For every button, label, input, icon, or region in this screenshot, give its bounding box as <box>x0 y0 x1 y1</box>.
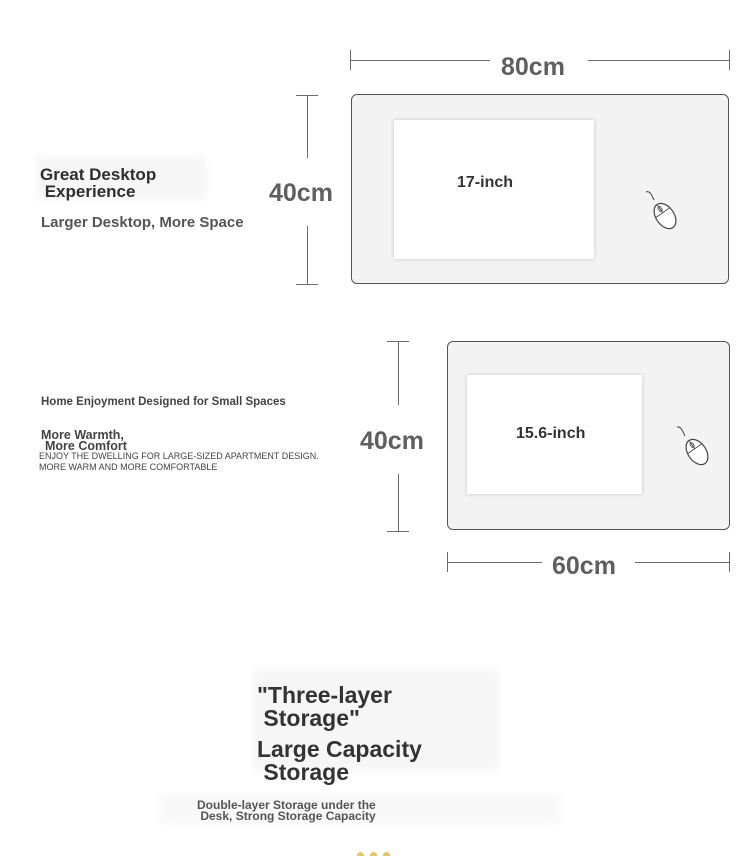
width-label: 60cm <box>552 552 616 580</box>
three-layer-storage-title: "Three-layer Storage" <box>257 682 392 731</box>
dot <box>357 852 364 856</box>
width-dimension-line-right <box>635 562 730 563</box>
comfort-title-line1: More Warmth, <box>41 428 124 442</box>
larger-desktop-subheading: Larger Desktop, More Space <box>41 214 244 231</box>
screen-size-label: 15.6-inch <box>516 425 586 442</box>
height-dimension-bottom-tick <box>387 531 409 532</box>
description-line2: MORE WARM AND MORE COMFORTABLE <box>39 462 218 472</box>
height-label: 40cm <box>360 427 424 455</box>
dot <box>370 852 377 856</box>
height-dimension-line-top <box>307 95 308 158</box>
storage-caption: Double-layer Storage under the Desk, Strong Storage Capacity <box>197 798 376 823</box>
mouse-icon <box>640 188 686 239</box>
description-line1: ENJOY THE DWELLING FOR LARGE-SIZED APARTMENT DESIGN. <box>39 451 319 461</box>
width-dimension-line-right <box>588 60 730 61</box>
height-dimension-line-bottom <box>307 226 308 284</box>
great-desktop-heading: Great Desktop Experience <box>40 165 157 201</box>
large-capacity-storage-title: Large Capacity Storage <box>257 736 422 785</box>
height-label: 40cm <box>269 179 333 207</box>
width-dimension-line-left <box>350 60 490 61</box>
height-dimension-line-top <box>398 341 399 405</box>
width-dimension-right-tick <box>729 552 730 572</box>
small-spaces-heading: Home Enjoyment Designed for Small Spaces <box>41 396 286 408</box>
width-dimension-right-tick <box>729 50 730 70</box>
height-dimension-bottom-tick <box>296 284 318 285</box>
mouse-icon <box>672 424 718 475</box>
width-label: 80cm <box>501 53 565 81</box>
width-dimension-line-left <box>447 562 542 563</box>
page-indicator-dots <box>357 852 393 856</box>
height-dimension-line-bottom <box>398 474 399 531</box>
comfort-title-line2: More Comfort <box>45 439 127 453</box>
screen-size-label: 17-inch <box>457 174 514 191</box>
dot <box>383 852 390 856</box>
